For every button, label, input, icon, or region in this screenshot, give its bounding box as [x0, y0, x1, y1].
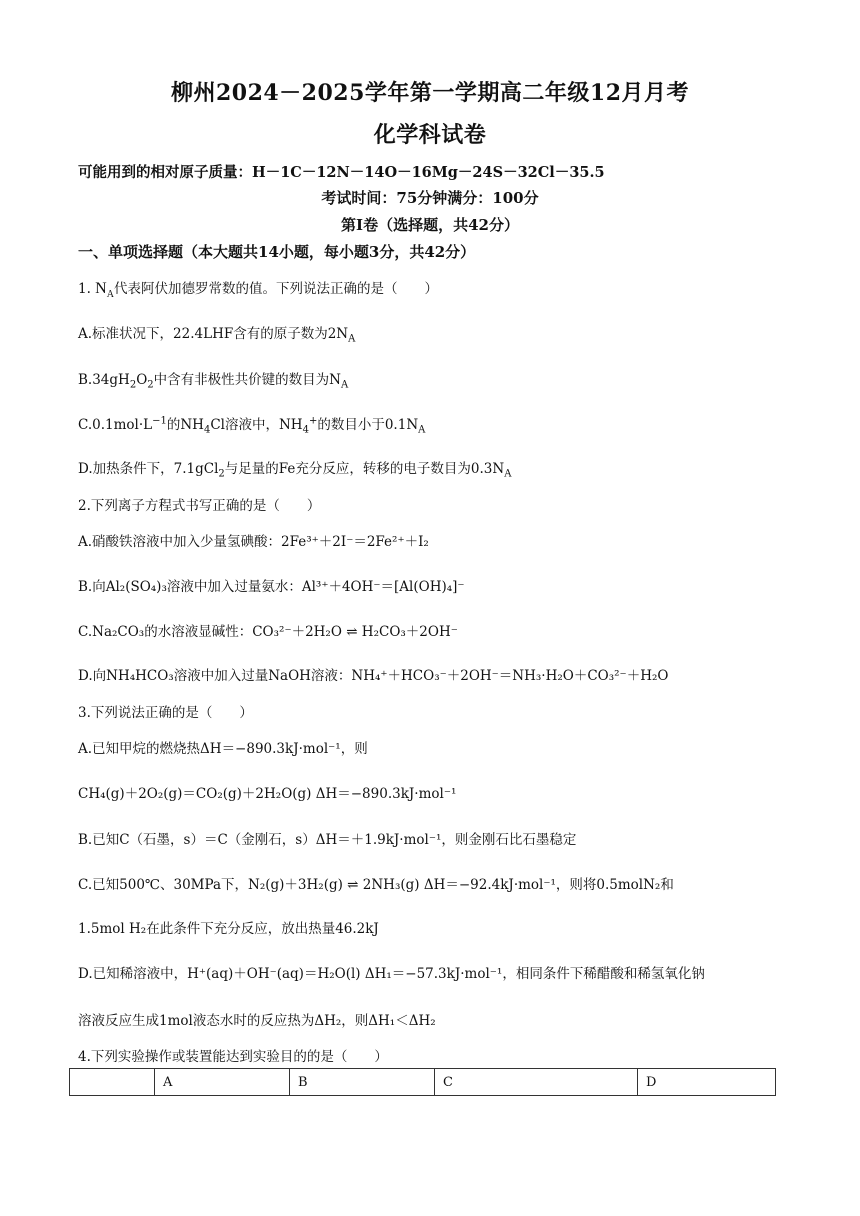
table-cell-blank — [70, 1069, 155, 1096]
q1-stem: 1. $N_A$代表阿伏加德罗常数的值。下列说法正确的是（ ） — [78, 280, 438, 301]
table-header-c: C — [435, 1069, 638, 1096]
q2-option-c: C.Na₂CO₃的水溶液显碱性：CO₃²⁻＋2H₂O ⇌ H₂CO₃＋2OH⁻ — [78, 624, 458, 640]
q2-option-b: B.向Al₂(SO₄)₃溶液中加入过量氨水：Al³⁺＋4OH⁻＝[Al(OH)₄]⁻ — [78, 579, 465, 595]
q2-stem: 2.下列离子方程式书写正确的是（ ） — [78, 498, 321, 514]
q1-option-a: A.标准状况下，22.4LHF含有的原子数为$2N_A$ — [78, 326, 356, 345]
q3-option-b: B.已知C（石墨，s）＝C（金刚石，s）ΔH＝＋1.9kJ·mol⁻¹，则金刚石比石墨稳定 — [78, 832, 577, 848]
q4-options-table — [69, 1068, 776, 1096]
q3-option-d-line2: 溶液反应生成1mol液态水时的反应热为ΔH₂，则ΔH₁＜ΔH₂ — [78, 1013, 436, 1029]
section-heading: 一、单项选择题（本大题共14小题，每小题3分，共42分） — [78, 243, 476, 261]
q2-option-a: A.硝酸铁溶液中加入少量氢碘酸：2Fe³⁺＋2I⁻＝2Fe²⁺＋I₂ — [78, 534, 429, 550]
exam-title: 柳州2024－2025学年第一学期高二年级12月月考 — [170, 80, 690, 106]
table-header-b: B — [290, 1069, 435, 1096]
volume-heading: 第Ⅰ卷（选择题，共42分） — [341, 216, 519, 234]
table-header-a: A — [155, 1069, 290, 1096]
q3-option-a-line1: A.已知甲烷的燃烧热ΔH＝−890.3kJ·mol⁻¹，则 — [78, 741, 368, 757]
q3-option-c-line2: 1.5mol H₂在此条件下充分反应，放出热量46.2kJ — [78, 921, 379, 937]
q1-option-c: $C.0.1mol\cdot L^{-1}$的$NH_4Cl$溶液中，$NH_4^+$的数目小于$0.1N_A$ — [78, 415, 426, 436]
q3-option-d-line1: D.已知稀溶液中，H⁺(aq)＋OH⁻(aq)＝H₂O(l) ΔH₁＝−57.3kJ·mol⁻¹，相同条件下稀醋酸和稀氢氧化钠 — [78, 966, 705, 982]
table-row — [70, 1069, 776, 1096]
q3-stem: 3.下列说法正确的是（ ） — [78, 705, 253, 721]
q4-stem: 4.下列实验操作或装置能达到实验目的的是（ ） — [78, 1049, 388, 1065]
q3-option-a-line2: CH₄(g)＋2O₂(g)＝CO₂(g)＋2H₂O(g) ΔH＝−890.3kJ·mol⁻¹ — [78, 786, 457, 802]
exam-time: 考试时间：75分钟满分：100分 — [321, 189, 539, 207]
table-header-d: D — [638, 1069, 776, 1096]
atomic-masses: 可能用到的相对原子质量：H－1C－12N－14O－16Mg－24S－32Cl－35.5 — [78, 164, 605, 181]
q2-option-d: D.向NH₄HCO₃溶液中加入过量NaOH溶液：NH₄⁺＋HCO₃⁻＋2OH⁻＝NH₃·H₂O＋CO₃²⁻＋H₂O — [78, 668, 669, 684]
exam-subtitle: 化学科试卷 — [373, 122, 487, 148]
q1-option-b: $B.34gH_2O_2$中含有非极性共价键的数目为$N_A$ — [78, 372, 349, 391]
q3-option-c-line1: C.已知500℃、30MPa下，N₂(g)＋3H₂(g) ⇌ 2NH₃(g) ΔH＝−92.4kJ·mol⁻¹，则将0.5molN₂和 — [78, 877, 674, 893]
q1-option-d: D.加热条件下，7.1gCl$_2$与足量的Fe充分反应，转移的电子数目为$0.3N_A$ — [78, 461, 512, 480]
